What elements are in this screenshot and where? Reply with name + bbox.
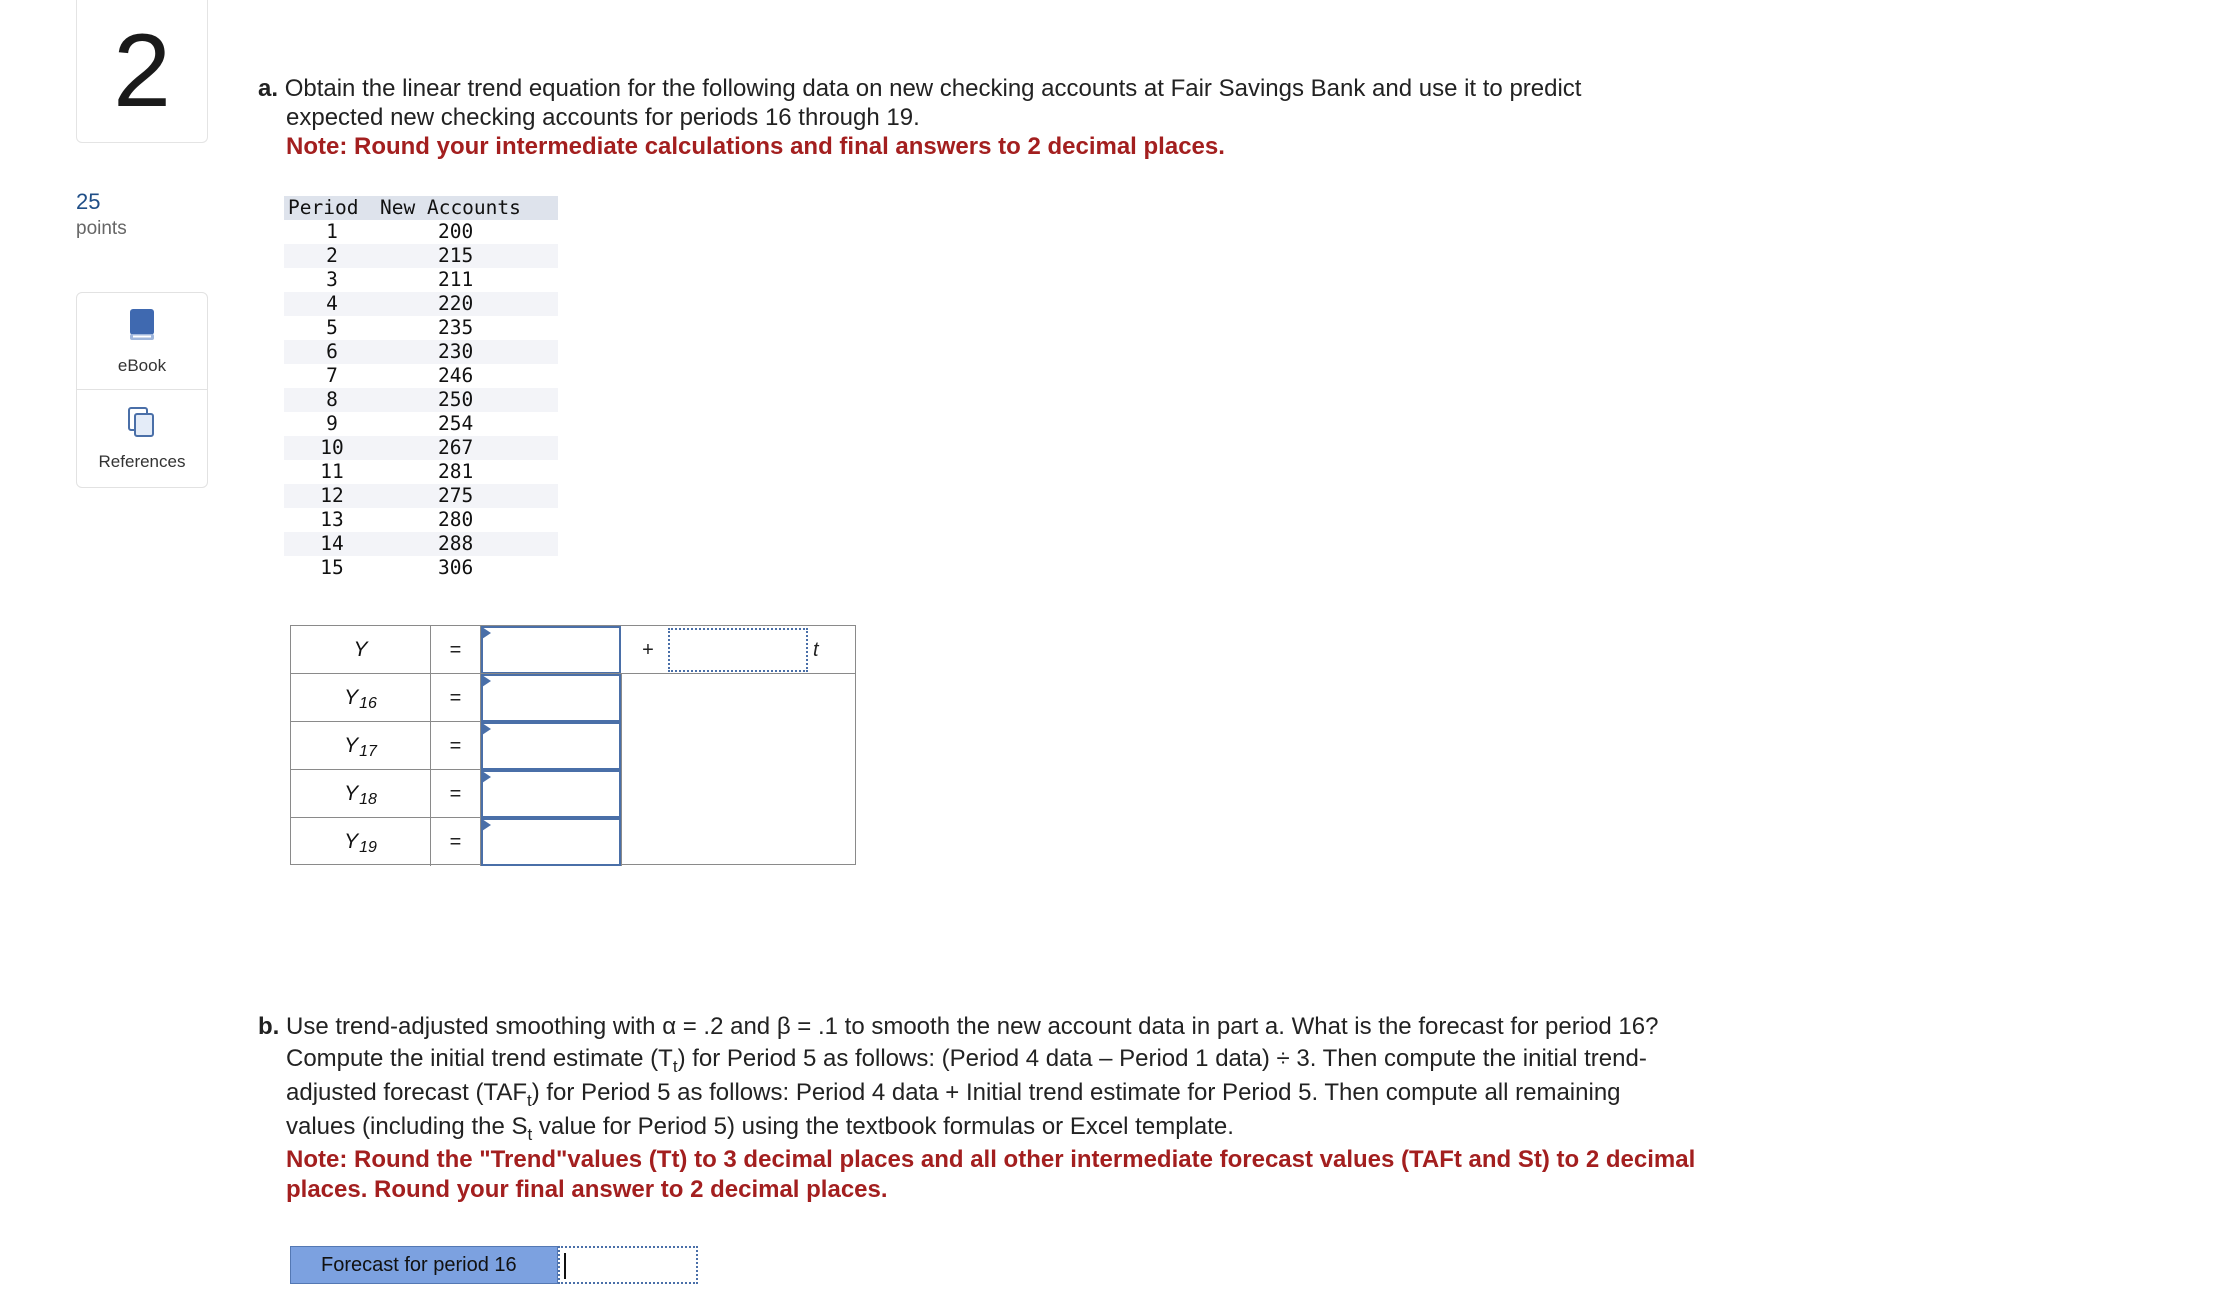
period-cell: 14 [284,532,380,556]
accounts-cell: 306 [438,556,474,579]
y17-row [291,722,855,770]
part-b-line3 [258,1077,1738,1111]
period-cell: 1 [326,220,338,243]
accounts-cell: 230 [380,340,558,364]
points-label: points [76,218,127,239]
ebook-label: eBook [117,355,167,375]
period-cell: 4 [284,292,380,316]
ebook-button[interactable] [77,293,207,389]
equals-sign: = [431,674,481,722]
equation-y-label: Y [291,626,431,674]
period-cell: 15 [320,556,344,579]
copy-icon [126,405,158,444]
period-cell: 6 [284,340,380,364]
tt-subscript: t [672,1057,678,1076]
period-cell: 8 [284,388,380,412]
tool-panel [76,292,208,488]
period-cell: 10 [284,436,380,460]
accounts-cell: 280 [438,508,474,531]
y17-input[interactable] [481,722,621,770]
part-a-lead: a. [258,75,279,102]
question-number: 2 [76,0,208,143]
equals-sign: = [431,818,481,866]
taft-subscript: t [526,1091,532,1110]
y19-label [291,818,431,866]
part-b-line4 [258,1111,1738,1145]
equals-sign: = [431,626,481,674]
accounts-cell: 288 [380,532,558,556]
plus-sign: + [642,638,654,661]
y16-label [291,674,431,722]
equals-sign: = [431,770,481,818]
accounts-cell: 275 [380,484,558,508]
y16-sub: 16 [359,695,377,712]
y19-base: Y [344,830,359,853]
forecast-label: Forecast for period 16 [290,1246,558,1284]
part-b-lead: b. [258,1013,280,1040]
accounts-cell: 246 [438,364,474,387]
part-a-text [258,74,1738,161]
points-block [76,188,127,242]
header-period: Period [284,196,380,220]
part-b-note-2: places. Round your final answer to 2 decimal places. [286,1176,888,1203]
y16-row [291,674,855,722]
y19-sub: 19 [359,839,377,856]
part-b-note-1: Note: Round the "Trend"values (Tt) to 3 decimal places and all other intermediate forecast values (TAFt and St) to 2 decimal [286,1146,1696,1173]
period-cell: 2 [284,244,380,268]
trend-answer-grid [290,625,856,865]
y17-sub: 17 [359,743,377,760]
period-cell: 13 [320,508,344,531]
accounts-cell: 281 [438,460,474,483]
part-a-line2: expected new checking accounts for periods 16 through 19. [286,104,920,131]
part-a-note: Note: Round your intermediate calculations and final answers to 2 decimal places. [286,133,1225,160]
references-button[interactable] [77,389,207,486]
period-cell: 11 [320,460,344,483]
part-b-line2 [258,1043,1738,1077]
y16-input[interactable] [481,674,621,722]
period-cell: 12 [284,484,380,508]
part-b-line4-b: value for Period 5) using the textbook formulas or Excel template. [532,1113,1234,1140]
part-b-line3-b: ) for Period 5 as follows: Period 4 data + Initial trend estimate for Period 5. Then compute all remaining [531,1079,1621,1106]
y18-base: Y [344,782,359,805]
part-b-line2-a: Compute the initial trend estimate (T [286,1045,673,1072]
y16-base: Y [344,686,359,709]
data-table [284,196,558,580]
part-b-line2-b: ) for Period 5 as follows: (Period 4 data – Period 1 data) ÷ 3. Then compute the initial trend- [677,1045,1647,1072]
st-subscript: t [527,1125,533,1144]
part-b-line4-a: values (including the S [286,1113,528,1140]
accounts-cell: 250 [380,388,558,412]
y18-sub: 18 [359,791,377,808]
accounts-cell: 220 [380,292,558,316]
slope-input[interactable] [668,628,808,672]
accounts-cell: 235 [438,316,474,339]
accounts-cell: 215 [380,244,558,268]
part-a-line1: Obtain the linear trend equation for the following data on new checking accounts at Fair Savings Bank and use it to predict [284,75,1582,102]
period-cell: 7 [326,364,338,387]
references-label: References [98,451,186,471]
accounts-cell: 267 [380,436,558,460]
period-cell: 9 [326,412,338,435]
intercept-input[interactable] [481,626,621,674]
equals-sign: = [431,722,481,770]
text-caret [564,1253,566,1279]
forecast-input[interactable] [558,1246,698,1284]
accounts-cell: 200 [438,220,474,243]
part-b-text [258,1011,1738,1205]
y18-input[interactable] [481,770,621,818]
points-value: 25 [76,189,101,214]
y17-base: Y [344,734,359,757]
y19-input[interactable] [481,818,621,866]
part-b-line1: Use trend-adjusted smoothing with α = .2 and β = .1 to smooth the new account data in part a. What is the forecast for period 16? [286,1013,1659,1040]
forecast-row [290,1246,698,1284]
y17-label [291,722,431,770]
grid-divider [621,674,622,866]
accounts-cell: 211 [438,268,474,291]
period-cell: 5 [326,316,338,339]
t-variable: t [813,638,819,661]
header-new-accounts: New Accounts [380,196,558,220]
y19-row [291,818,855,866]
accounts-cell: 254 [438,412,474,435]
part-b-line3-a: adjusted forecast (TAF [286,1079,527,1106]
period-cell: 3 [326,268,338,291]
y18-label [291,770,431,818]
book-icon [127,307,157,348]
y18-row [291,770,855,818]
equation-row [291,626,855,674]
